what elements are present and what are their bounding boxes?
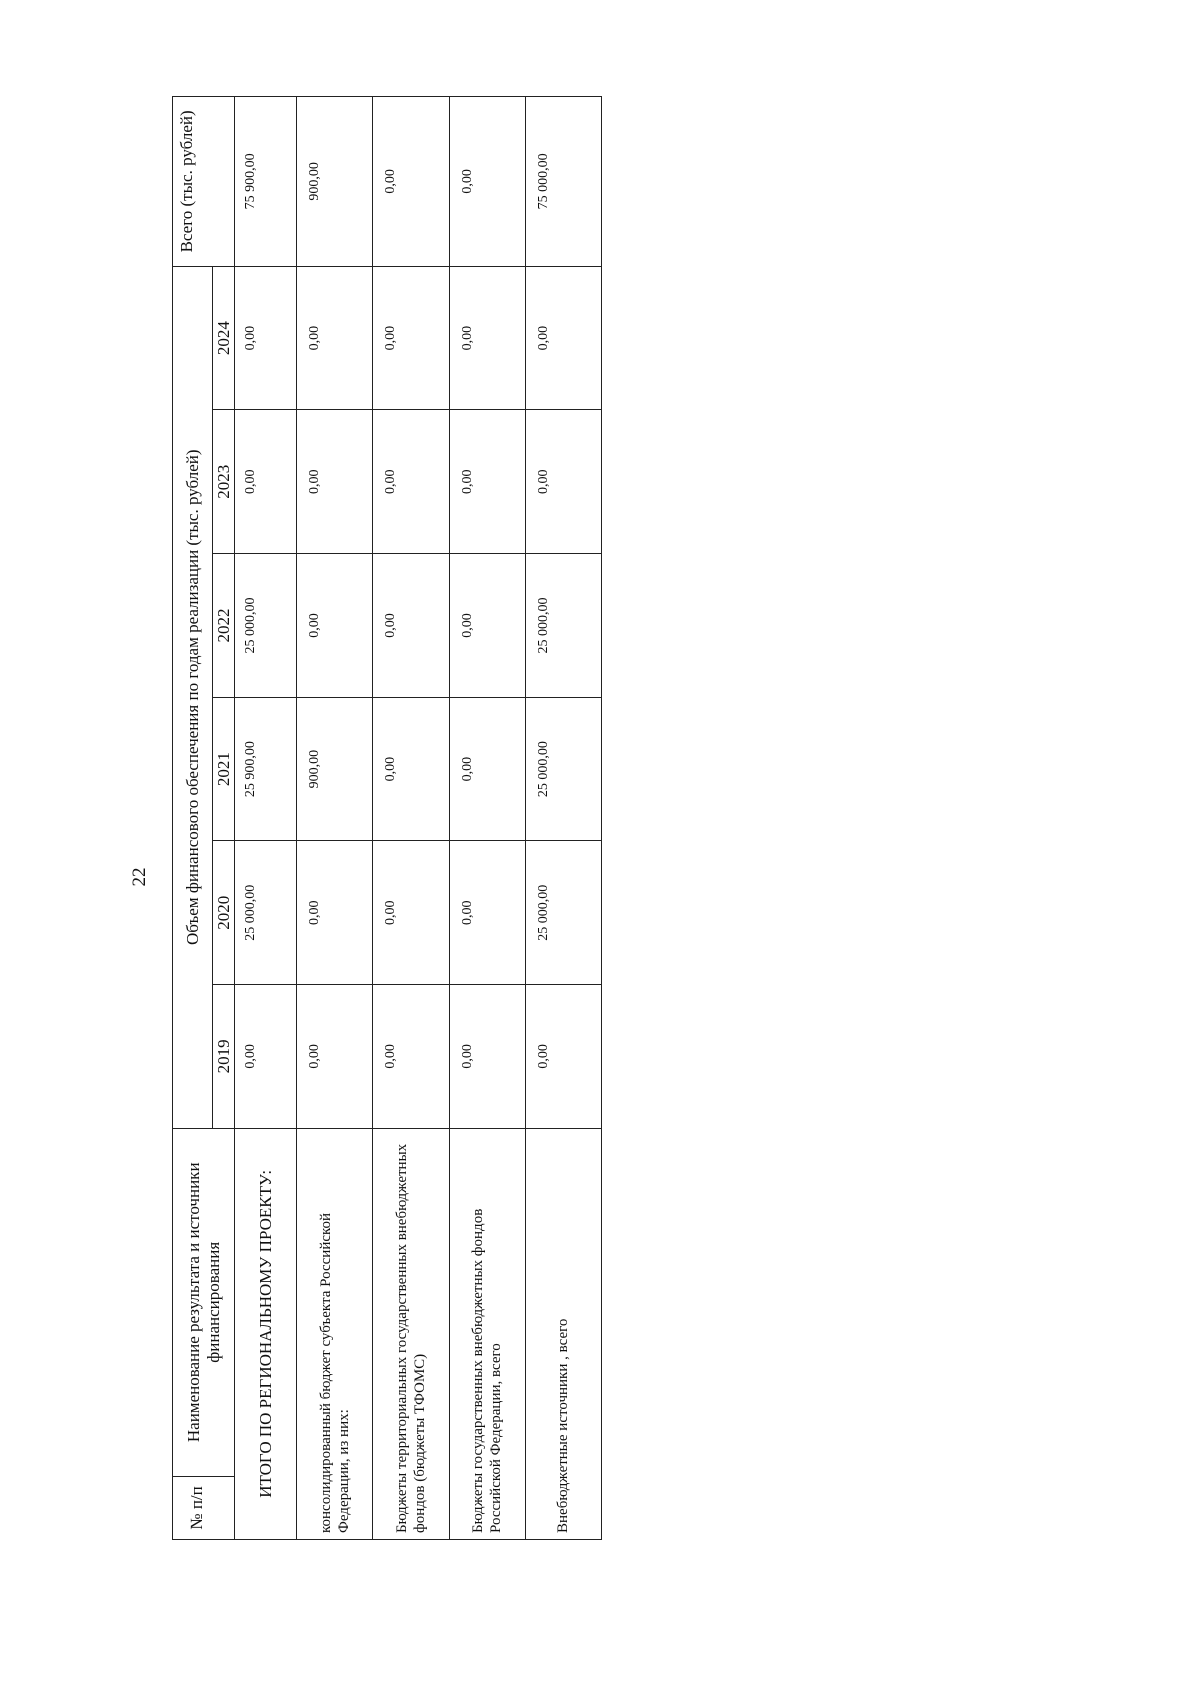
header-name: Наименование результата и источники финансирования — [173, 1128, 235, 1476]
funding-table — [172, 96, 602, 1540]
cell-value: 0,00 — [235, 266, 297, 410]
cell-value: 0,00 — [449, 410, 525, 554]
cell-value: 0,00 — [235, 410, 297, 554]
cell-value: 25 000,00 — [235, 841, 297, 985]
header-year: 2020 — [213, 841, 235, 985]
cell-value: 0,00 — [297, 985, 373, 1129]
header-funding-by-year: Объем финансового обеспечения по годам реализации (тыс. рублей) — [173, 266, 213, 1128]
row-label: Внебюджетные источники , всего — [525, 1128, 601, 1539]
table-row — [525, 97, 601, 1540]
cell-total: 75 000,00 — [525, 97, 601, 267]
row-label: Бюджеты территориальных государственных внебюджетных фондов (бюджеты ТФОМС) — [373, 1128, 449, 1539]
row-label: Бюджеты государственных внебюджетных фондов Российской Федерации, всего — [449, 1128, 525, 1539]
cell-value: 0,00 — [525, 985, 601, 1129]
cell-total: 0,00 — [373, 97, 449, 267]
cell-value: 900,00 — [297, 697, 373, 841]
cell-value: 0,00 — [525, 266, 601, 410]
cell-value: 0,00 — [525, 410, 601, 554]
cell-value: 0,00 — [235, 985, 297, 1129]
cell-value: 0,00 — [449, 841, 525, 985]
header-year: 2023 — [213, 410, 235, 554]
cell-value: 0,00 — [373, 985, 449, 1129]
cell-value: 0,00 — [449, 985, 525, 1129]
cell-value: 25 000,00 — [525, 554, 601, 698]
header-year: 2024 — [213, 266, 235, 410]
cell-value: 0,00 — [373, 841, 449, 985]
cell-value: 0,00 — [449, 697, 525, 841]
row-label: консолидированный бюджет субъекта Российской Федерации, из них: — [297, 1128, 373, 1539]
cell-value: 25 000,00 — [235, 554, 297, 698]
cell-value: 0,00 — [297, 266, 373, 410]
row-label: ИТОГО ПО РЕГИОНАЛЬНОМУ ПРОЕКТУ: — [235, 1128, 297, 1539]
cell-value: 0,00 — [373, 697, 449, 841]
cell-total: 900,00 — [297, 97, 373, 267]
cell-value: 0,00 — [373, 266, 449, 410]
cell-value: 25 900,00 — [235, 697, 297, 841]
page-number: 22 — [129, 867, 150, 887]
table-row — [449, 97, 525, 1540]
header-num: № п/п — [173, 1476, 235, 1539]
cell-value: 0,00 — [449, 266, 525, 410]
cell-value: 25 000,00 — [525, 697, 601, 841]
cell-value: 0,00 — [373, 410, 449, 554]
header-year: 2019 — [213, 985, 235, 1129]
header-total: Всего (тыс. рублей) — [173, 97, 235, 267]
rotated-table-area — [172, 96, 602, 1540]
table-row — [297, 97, 373, 1540]
cell-total: 0,00 — [449, 97, 525, 267]
cell-value: 25 000,00 — [525, 841, 601, 985]
header-year: 2021 — [213, 697, 235, 841]
table-row-regional-total — [235, 97, 297, 1540]
cell-value: 0,00 — [373, 554, 449, 698]
cell-value: 0,00 — [449, 554, 525, 698]
cell-value: 0,00 — [297, 841, 373, 985]
cell-total: 75 900,00 — [235, 97, 297, 267]
table-row — [373, 97, 449, 1540]
cell-value: 0,00 — [297, 410, 373, 554]
cell-value: 0,00 — [297, 554, 373, 698]
funding-table-wrapper — [172, 96, 602, 1540]
header-year: 2022 — [213, 554, 235, 698]
